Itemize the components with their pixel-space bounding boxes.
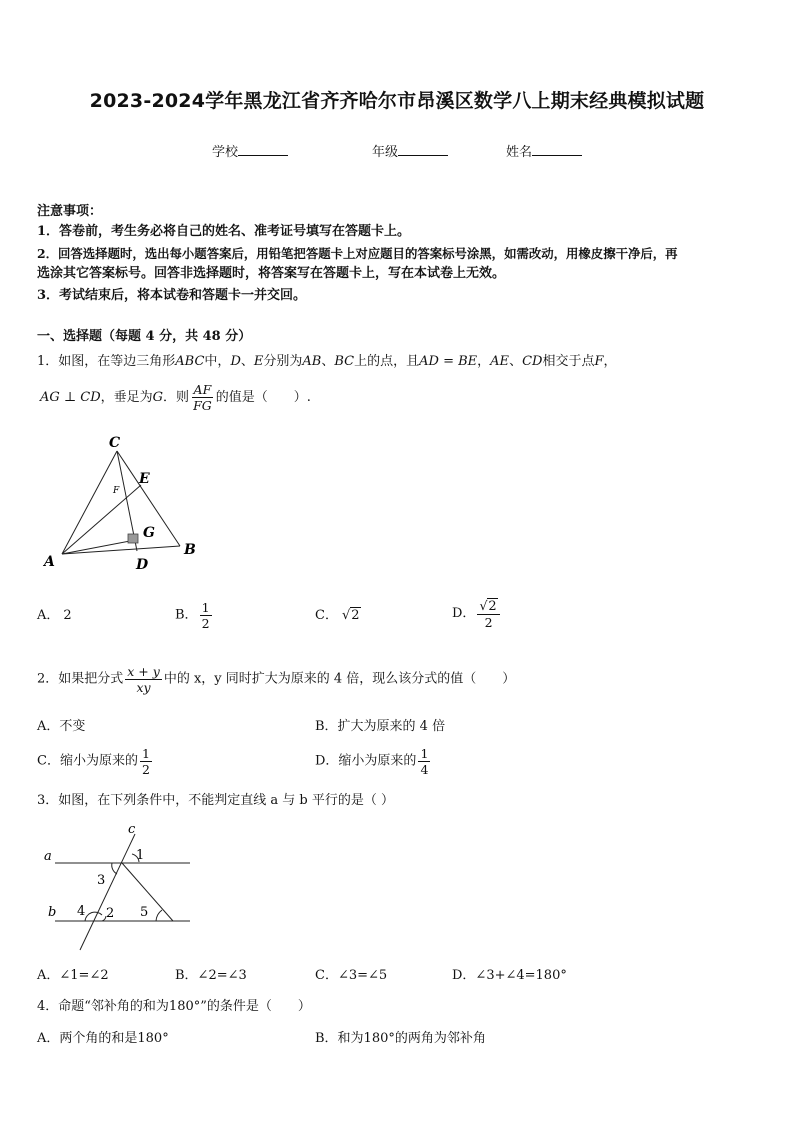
q1-bc: BC xyxy=(334,354,355,369)
q2-option-a[interactable]: A．不变 xyxy=(37,719,86,734)
radicand: 2 xyxy=(351,608,360,623)
q1-g: G xyxy=(152,390,164,405)
fraction-numerator: x + y xyxy=(127,664,160,679)
school-blank[interactable] xyxy=(238,143,288,156)
q4-stem: 4．命题“邻补角的和为180°”的条件是（ ） xyxy=(37,999,311,1014)
q1-option-d[interactable] xyxy=(452,598,502,630)
q1-text: 1．如图，在等边三角形 xyxy=(37,354,176,369)
grade-label: 年级 xyxy=(372,145,399,160)
notes-heading: 注意事项： xyxy=(37,204,103,219)
label-g: G xyxy=(143,525,155,541)
q1-option-b[interactable] xyxy=(175,600,214,631)
angle-4-label: 4 xyxy=(77,904,86,919)
q3-option-d[interactable]: D．∠3+∠4=180° xyxy=(452,968,567,983)
q1-text: 相交于点 xyxy=(542,354,595,369)
q1-text: ， xyxy=(603,354,617,369)
option-letter: C． xyxy=(315,608,338,623)
option-text: C．缩小为原来的 xyxy=(37,753,138,769)
option-sqrt: √2 xyxy=(341,608,360,623)
q1-d: D xyxy=(230,354,241,369)
q1-ae: AE xyxy=(490,354,510,369)
option-text: D．缩小为原来的 xyxy=(315,753,417,769)
q2-option-b[interactable]: B．扩大为原来的 4 倍 xyxy=(315,719,446,734)
right-angle-marker xyxy=(128,534,138,543)
label-line-a: a xyxy=(44,849,52,864)
name-label: 姓名 xyxy=(506,145,533,160)
q2-stem xyxy=(37,664,515,695)
q2-text: 2．如果把分式 xyxy=(37,671,124,687)
notes-item-2-line-1: 2．回答选择题时，选出每小题答案后，用铅笔把答题卡上对应题目的答案标号涂黑，如需改动，用橡皮擦干净后，再 xyxy=(37,246,678,261)
notes-item-1: 1．答卷前，考生务必将自己的姓名、准考证号填写在答题卡上。 xyxy=(37,224,411,239)
fraction-denominator: 2 xyxy=(141,762,150,777)
option-letter: B． xyxy=(175,607,198,623)
q1-text: 的值是（ ）. xyxy=(215,390,311,405)
fraction-denominator: 2 xyxy=(201,616,210,631)
label-f: F xyxy=(113,486,120,496)
q1-ag-perp-cd: AG ⊥ CD xyxy=(40,390,101,405)
option-fraction xyxy=(140,746,152,777)
fraction-numerator: AF xyxy=(193,382,212,397)
fraction-numerator: 1 xyxy=(201,600,210,615)
q1-e: E xyxy=(253,354,264,369)
fraction-denominator: xy xyxy=(136,680,151,695)
radicand: 2 xyxy=(488,599,497,614)
q2-text: 中的 x，y 同时扩大为原来的 4 倍，现么该分式的值（ ） xyxy=(163,671,516,687)
option-letter: A． xyxy=(37,608,60,623)
angle-5-label: 5 xyxy=(140,905,149,920)
q1-text: 分别为 xyxy=(263,354,303,369)
option-fraction xyxy=(418,746,430,777)
page-title: 2023-2024学年黑龙江省齐齐哈尔市昂溪区数学八上期末经典模拟试题 xyxy=(89,90,705,112)
label-line-b: b xyxy=(48,905,57,920)
q1-text: ，垂足为 xyxy=(100,390,153,405)
fraction-numerator: √2 xyxy=(477,598,499,615)
notes-item-2-line-2: 选涂其它答案标号。回答非选择题时，将答案写在答题卡上，写在本试卷上无效。 xyxy=(37,266,506,281)
q1-option-a[interactable] xyxy=(37,608,72,624)
angle-3-label: 3 xyxy=(97,873,106,888)
notes-item-3: 3．考试结束后，将本试卷和答题卡一并交回。 xyxy=(37,288,307,303)
q1-ab: AB xyxy=(302,354,322,369)
grade-blank[interactable] xyxy=(398,143,448,156)
q3-stem: 3．如图，在下列条件中，不能判定直线 a 与 b 平行的是（ ） xyxy=(37,793,395,808)
label-e: E xyxy=(139,471,150,487)
label-b: B xyxy=(184,542,196,558)
q1-line-1 xyxy=(37,354,617,370)
q3-option-a[interactable]: A．∠1=∠2 xyxy=(37,968,109,983)
angle-1-label: 1 xyxy=(136,848,145,863)
q1-text: 、 xyxy=(240,354,254,369)
q4-option-a[interactable]: A．两个角的和是180° xyxy=(37,1031,169,1046)
q1-text: 、 xyxy=(509,354,523,369)
q1-text: ．则 xyxy=(163,390,190,405)
option-fraction xyxy=(200,600,212,631)
q1-text: ， xyxy=(477,354,491,369)
label-a: A xyxy=(44,554,55,570)
q3-option-c[interactable]: C．∠3=∠5 xyxy=(315,968,388,983)
q2-fraction xyxy=(125,664,162,695)
q1-f: F xyxy=(594,354,604,369)
option-letter: D． xyxy=(452,606,476,621)
q1-cd: CD xyxy=(522,354,543,369)
section-heading: 一、选择题（每题 4 分，共 48 分） xyxy=(37,329,252,344)
fraction-numerator: 1 xyxy=(141,746,150,761)
q1-abc: ABC xyxy=(175,354,205,369)
q1-fraction xyxy=(191,382,214,413)
q2-option-c[interactable] xyxy=(37,746,154,777)
option-fraction xyxy=(477,598,499,630)
q1-text: 、 xyxy=(321,354,335,369)
q1-line-2 xyxy=(40,382,311,413)
q2-option-d[interactable] xyxy=(315,746,432,777)
fraction-denominator: FG xyxy=(193,398,212,413)
fraction-numerator: 1 xyxy=(420,746,429,761)
label-d: D xyxy=(136,557,149,573)
q1-text: 中， xyxy=(204,354,231,369)
option-value: 2 xyxy=(63,608,72,623)
name-field[interactable] xyxy=(506,141,582,160)
q1-ad-eq-be: AD = BE xyxy=(419,354,478,369)
q1-text: 上的点，且 xyxy=(354,354,420,369)
school-field[interactable] xyxy=(212,141,288,160)
fraction-denominator: 2 xyxy=(484,615,493,630)
grade-field[interactable] xyxy=(372,141,448,160)
q3-parallel-lines-figure xyxy=(40,818,200,958)
q4-option-b[interactable]: B．和为180°的两角为邻补角 xyxy=(315,1031,486,1046)
q3-option-b[interactable]: B．∠2=∠3 xyxy=(175,968,247,983)
label-c: C xyxy=(109,435,121,451)
angle-2-label: 2 xyxy=(106,906,115,921)
fraction-denominator: 4 xyxy=(420,762,429,777)
label-line-c: c xyxy=(128,822,136,837)
school-label: 学校 xyxy=(212,145,239,160)
q1-option-c[interactable] xyxy=(315,608,361,624)
q1-triangle-figure xyxy=(40,430,210,575)
name-blank[interactable] xyxy=(532,143,582,156)
